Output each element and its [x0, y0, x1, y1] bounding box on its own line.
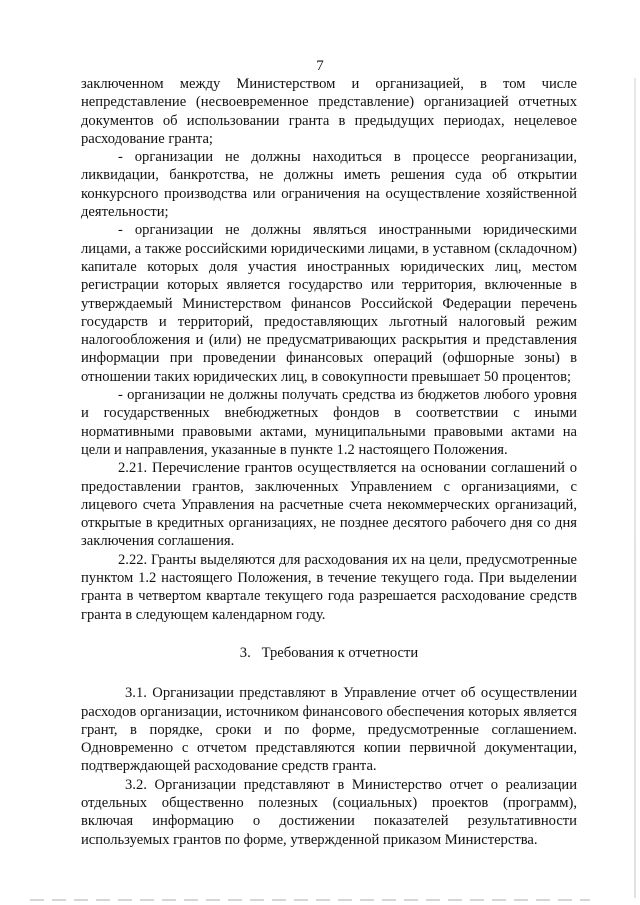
- paragraph-2-22: 2.22. Гранты выделяются для расходования их на цели, предусмотренные пунктом 1.2 настоящего Положения, в течение текущего года. При выделении гранта в четвертом квартале текущего года разрешается расходование средств гранта в следующем календарном году.: [81, 551, 577, 623]
- paragraph-continuation: заключенном между Министерством и организацией, в том числе непредставление (несвоевременное представление) организацией отчетных документов об использовании гранта в предыдущих периодах, нецелевое расходование гранта;: [81, 76, 577, 147]
- document-body: [81, 75, 577, 849]
- paragraph-requirement-foreign-entities: - организации не должны являться иностранными юридическими лицами, а также российскими юридическими лицами, в уставном (складочном) капитале которых доля участия иностранных юридических лиц, местом регистрации которых является государство или территория, включенные в утверждаемый Министерством финансов Российской Федерации перечень государств и территорий, предоставляющих льготный налоговый режим налогообложения и (или) не предусматривающих раскрытия и представления информации при проведении финансовых операций (офшорные зоны) в отношении таких юридических лиц, в совокупности превышает 50 процентов;: [81, 222, 577, 385]
- paragraph-3-1: 3.1. Организации представляют в Управление отчет об осуществлении расходов организации, источником финансового обеспечения которых является грант, в порядке, сроки и по форме, предусмотренные соглашением. Одновременно с отчетом представляются копии первичной документации, подтверждающей расходование средств гранта.: [81, 685, 577, 775]
- paragraph-requirement-reorganization: - организации не должны находиться в процессе реорганизации, ликвидации, банкротства, не должны иметь решения суда об открытии конкурсного производства или ограничения на осуществление хозяйственной деятельности;: [81, 149, 577, 221]
- paragraph-3-2: 3.2. Организации представляют в Министерство отчет о реализации отдельных общественно полезных (социальных) проектов (программ), включая информацию о достижении показателей результативности используемых грантов по форме, утвержденной приказом Министерства.: [81, 776, 577, 848]
- paragraph-requirement-budget-funds: - организации не должны получать средства из бюджетов любого уровня и государственных внебюджетных фондов в соответствии с иными нормативными правовыми актами, муниципальными правовыми актами на цели и направления, указанные в пункте 1.2 настоящего Положения.: [81, 387, 577, 458]
- scan-edge-bottom: [30, 899, 590, 901]
- page-number: 7: [316, 58, 324, 74]
- scan-edge-right: [634, 78, 636, 898]
- section-heading: 3. Требования к отчетности: [239, 644, 419, 661]
- paragraph-2-21: 2.21. Перечисление грантов осуществляется на основании соглашений о предоставлении грантов, заключенных Управлением с организациями, с лицевого счета Управления на расчетные счета некоммерческих организаций, открытые в кредитных организациях, не позднее десятого рабочего дня со дня заключения соглашения.: [81, 460, 577, 550]
